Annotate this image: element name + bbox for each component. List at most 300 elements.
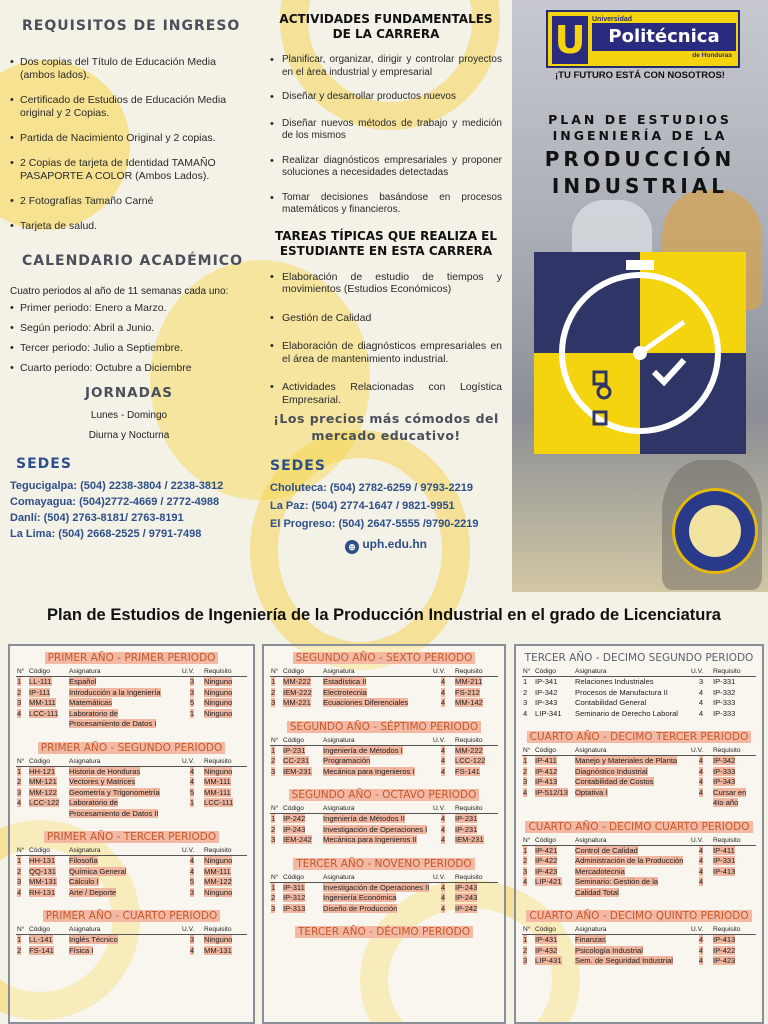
table-cell [522,935,534,946]
cell-text: 2 [523,945,528,955]
table-cell [522,677,534,688]
cell-text: Procesamiento de Datos II [69,808,159,818]
actividades-list [270,54,502,217]
list-item: • Primer periodo: Enero a Marzo. [10,302,248,315]
table-cell [270,882,282,893]
tareas-title [270,229,502,259]
cell-text: MM-211 [455,677,483,686]
subjects-table [16,757,247,820]
period-title [270,789,498,801]
column-header: U.V. [181,925,203,935]
list-item: • Tomar decisiones basándose en procesos matemáticos y financieros. [270,192,502,217]
cell-text: 4 [698,777,704,786]
cell-text: 4 [17,708,22,718]
table-cell [68,709,181,720]
table-cell [16,877,28,888]
cell-text: 4 [698,845,704,855]
cell-text: 4 [698,698,704,707]
table-row [270,767,498,778]
university-logo [546,10,740,68]
cell-text: 2 [17,777,22,786]
sedes-list-right [270,479,502,533]
table-row [522,946,756,957]
cell-text: HH-131 [29,856,56,865]
cell-text: MM-111 [204,787,231,797]
table-row [270,677,498,688]
list-item: • Realizar diagnósticos empresariales y proponer soluciones a necesidades detectadas [270,155,502,180]
table-cell [322,893,432,904]
cell-text: Investigación de Operaciones I [323,824,428,834]
column-header: Asignatura [574,836,690,846]
cell-text: Sem. de Seguridad Industrial [575,956,673,965]
table-cell [522,877,534,888]
table-cell [712,767,756,778]
period-title [270,652,498,664]
period-title [522,821,756,833]
subjects-table [270,736,498,778]
actividades-title-line: ACTIVIDADES FUNDAMENTALES [279,12,493,26]
cell-text: 2 [271,687,276,697]
table-cell [522,798,534,809]
column-header: Requisito [203,846,247,856]
list-item: • Cuarto periodo: Octubre a Diciembre [10,362,248,375]
table-cell [181,809,203,820]
table-cell [28,877,68,888]
period-block [522,910,756,967]
table-cell [522,867,534,878]
list-item: • Gestión de Calidad [270,312,502,325]
period-block [522,652,756,719]
column-header: U.V. [432,736,454,746]
table-row [522,698,756,709]
table-cell [16,935,28,946]
table-cell [203,946,247,957]
cell-text: 4 [17,887,22,897]
cell-text: 3 [523,777,528,786]
table-cell [454,688,498,699]
table-row [270,825,498,836]
table-row [522,935,756,946]
table-cell [203,867,247,878]
table-cell [68,867,181,878]
table-cell [203,888,247,899]
table-cell [522,756,534,767]
period-title [522,910,756,922]
list-item: • Actividades Relacionadas con Logística Empresarial. [270,381,502,406]
cell-text: 1 [523,677,528,686]
sedes-list-left [10,478,248,542]
table-cell [28,688,68,699]
cell-text: 4 [440,893,446,902]
table-cell [432,835,454,846]
cell-text: IP-342 [713,756,736,765]
cell-text: 4 [523,787,528,797]
table-cell [454,745,498,756]
table-cell [28,798,68,809]
table-cell [181,719,203,730]
cell-text: 4 [440,814,446,823]
table-cell [432,882,454,893]
column-header: Asignatura [322,804,432,814]
cell-text: IP-333 [713,766,736,776]
table-cell [690,935,712,946]
sedes-title-right: SEDES [270,458,326,474]
cover-title-large [512,146,768,200]
column-header: Código [534,746,574,756]
table-cell [270,825,282,836]
table-cell [68,798,181,809]
column-header: Código [282,804,322,814]
table-cell [16,777,28,788]
table-cell [322,814,432,825]
cell-text: 5 [189,877,195,886]
calendario-title: CALENDARIO ACADÉMICO [22,253,243,269]
cell-text: 4 [698,956,704,965]
cell-text: MM-222 [455,745,483,755]
table-row [16,856,247,867]
cell-text: Finanzas [575,935,606,944]
cell-text: MM-111 [29,698,56,707]
table-cell [454,698,498,709]
subjects-table [16,846,247,898]
cell-text: IP-331 [713,677,736,686]
table-cell [282,677,322,688]
cell-text: Ninguno [204,708,233,718]
table-cell [181,798,203,809]
period-block [270,721,498,778]
table-cell [454,756,498,767]
cover-title-small [512,112,768,144]
cell-text: LIP-341 [535,708,562,718]
list-item: • Tarjeta de salud. [10,220,248,233]
jornadas-title: JORNADAS [84,385,174,401]
column-left [0,0,258,592]
column-header: Código [282,667,322,677]
tareas-list [270,271,502,407]
cell-text: 2 [523,687,528,697]
cell-text: LCC-111 [204,798,234,807]
cell-text: Ninguno [204,677,233,686]
period-title [270,926,498,938]
cell-text: 1 [189,708,195,718]
column-middle [262,0,510,592]
column-header: Asignatura [574,667,690,677]
cell-text: 1 [271,814,276,823]
sede-phone: Tegucigalpa: (504) 2238-3804 / 2238-3812 [10,480,224,492]
table-row [522,877,756,888]
column-header: Código [534,925,574,935]
jornadas-shifts: Diurna y Nocturna [88,430,170,441]
table-cell [534,777,574,788]
table-cell [574,877,690,888]
table-cell [712,677,756,688]
cell-text: IEM-231 [455,835,484,844]
cell-text: IP-343 [713,777,736,786]
column-header: Requisito [712,746,756,756]
column-header: Asignatura [68,846,181,856]
table-row [270,698,498,709]
period-title [16,910,247,922]
table-row [270,814,498,825]
period-block [270,789,498,846]
cell-text: IP-512/13 [535,787,568,797]
table-cell [181,935,203,946]
table-cell [203,788,247,799]
cell-text: IP-341 [535,677,558,686]
period-title [522,652,756,664]
table-cell [322,745,432,756]
column-header: Requisito [454,873,498,883]
cell-text: LCC-122 [455,756,486,765]
table-cell [270,698,282,709]
table-cell [432,825,454,836]
column-header: Código [282,873,322,883]
cell-text: IEM-231 [283,766,312,776]
cell-text: Laboratorio de [69,708,118,718]
table-cell [270,814,282,825]
column-header: N° [270,667,282,677]
table-cell [68,946,181,957]
table-cell [534,877,574,888]
table-row [16,788,247,799]
table-cell [690,845,712,856]
column-header: Asignatura [322,667,432,677]
table-cell [574,867,690,878]
cell-text: IP-243 [455,893,478,902]
table-cell [534,688,574,699]
cell-text: Ingeniería de Métodos II [323,814,405,823]
cell-text: 3 [523,698,528,707]
period-title-text: TERCER AÑO - DÉCIMO PERIODO [295,926,473,938]
cell-text: 4 [440,698,446,707]
cell-text: Programación [323,756,371,765]
cell-text: 4 [189,766,195,776]
column-header: Requisito [454,736,498,746]
cell-text: LCC-122 [29,798,60,807]
table-cell [322,756,432,767]
table-cell [712,867,756,878]
cell-text: Investigación de Operaciones II [323,882,430,892]
table-header-row [522,836,756,846]
cell-text: 4 [440,835,446,844]
cell-text: 4 [698,856,704,865]
table-cell [282,882,322,893]
cover-title-line: PLAN DE ESTUDIOS [548,112,732,127]
table-cell [181,709,203,720]
cell-text: Ninguno [204,766,233,776]
table-row [16,798,247,809]
table-cell [68,766,181,777]
cell-text: 2 [523,766,528,776]
sede-phone: La Lima: (504) 2668-2525 / 9791-7498 [10,528,202,540]
plan-panel-1 [8,644,255,1024]
period-block [522,731,756,809]
cell-text: IP-333 [713,698,736,707]
table-cell [690,956,712,967]
cell-text: Procesos de Manufactura II [575,687,668,697]
cell-text: 3 [271,698,276,707]
cell-text: IP-421 [535,845,558,855]
column-header: U.V. [432,873,454,883]
cell-text: 3 [189,687,195,697]
cell-text: Mecánica para Ingenieros II [323,835,417,844]
cell-text: 5 [189,787,195,797]
table-cell [203,777,247,788]
table-cell [270,677,282,688]
table-cell [16,688,28,699]
table-cell [712,956,756,967]
cell-text: 4 [698,945,704,955]
table-cell [282,688,322,699]
cell-text: MM-222 [283,677,311,686]
cell-text: 4 [523,877,528,886]
column-header: Asignatura [574,746,690,756]
university-seal-icon [672,488,758,574]
cell-text: IP-333 [713,708,736,718]
cell-text: Control de Calidad [575,845,638,855]
cell-text: 4 [698,866,704,876]
column-header: N° [270,804,282,814]
table-cell [181,856,203,867]
period-title-text: SEGUNDO AÑO - SEXTO PERIODO [293,652,476,664]
slogan [270,410,502,444]
period-title-text: CUARTO AÑO - DECIMO TERCER PERIODO [527,731,752,743]
period-title-text: PRIMER AÑO - CUARTO PERIODO [43,910,221,922]
table-cell [181,766,203,777]
table-cell [534,798,574,809]
cell-text: Contabilidad General [575,698,647,707]
cell-text: Electrotecnia [323,687,367,697]
table-cell [28,766,68,777]
table-row [16,867,247,878]
table-row [522,767,756,778]
column-header: N° [16,925,28,935]
table-cell [712,788,756,799]
cell-text: IP-312 [283,893,306,902]
table-cell [522,956,534,967]
table-cell [16,788,28,799]
table-header-row [270,804,498,814]
table-cell [574,709,690,720]
table-row [270,904,498,915]
table-cell [16,867,28,878]
cell-text: LL-111 [29,677,52,686]
table-cell [534,845,574,856]
cell-text: MM-111 [204,866,231,876]
cell-text: IP-423 [535,866,558,876]
column-header: N° [16,757,28,767]
cell-text: 4 [698,877,704,886]
list-item: • Elaboración de estudio de tiempos y movimientos (Estudios Económicos) [270,271,502,296]
actividades-title-line: DE LA CARRERA [332,27,440,41]
table-cell [28,719,68,730]
table-cell [690,856,712,867]
table-cell [181,688,203,699]
website-link[interactable] [270,537,502,554]
table-cell [690,767,712,778]
cell-text: IP-431 [535,935,558,944]
table-cell [522,946,534,957]
table-cell [68,698,181,709]
cell-text: 4 [698,708,704,718]
cell-text: MM-131 [204,945,232,955]
cell-text: Contabilidad de Costos [575,777,654,786]
list-item: • 2 Fotografías Tamaño Carné [10,195,248,208]
table-cell [270,904,282,915]
table-cell [203,719,247,730]
table-cell [68,719,181,730]
plan-panel-2 [262,644,506,1024]
column-header: Código [534,667,574,677]
table-cell [574,956,690,967]
list-item: • 2 Copias de tarjeta de Identidad TAMAÑO PASAPORTE A COLOR (Ambos Lados). [10,157,248,183]
table-row [16,719,247,730]
cell-text: 1 [189,798,195,807]
table-row [16,677,247,688]
cell-text: 2 [271,893,276,902]
table-cell [712,688,756,699]
list-item: • Diseñar nuevos métodos de trabajo y medición de los mismos [270,118,502,143]
table-cell [432,745,454,756]
list-item: • Certificado de Estudios de Educación Media original y 2 Copias. [10,94,248,120]
table-cell [16,709,28,720]
table-row [522,845,756,856]
cell-text: Diseño de Producción [323,903,398,913]
cell-text: 3 [17,877,22,886]
column-header: U.V. [690,836,712,846]
cell-text: LL-141 [29,935,53,944]
cell-text: MM-122 [204,877,232,886]
cell-text: 4 [440,766,446,776]
cell-text: IP-413 [535,777,558,786]
cell-text: Ecuaciones Diferenciales [323,698,409,707]
table-cell [534,698,574,709]
cell-text: LCC-111 [29,708,59,718]
cell-text: Administración de la Producción [575,856,684,865]
list-item: • Dos copias del Título de Educación Media (ambos lados). [10,56,248,82]
sedes-title-left: SEDES [16,456,72,472]
table-cell [712,709,756,720]
cell-text: IP-243 [455,882,478,892]
cell-text: Ninguno [204,887,233,897]
table-cell [712,946,756,957]
table-cell [574,677,690,688]
tareas-title-line: TAREAS TÍPICAS QUE REALIZA EL [274,228,498,243]
cell-text: 2 [271,824,276,834]
table-cell [282,893,322,904]
column-header: Requisito [203,757,247,767]
actividades-title [270,12,502,42]
period-title [16,831,247,843]
table-cell [181,867,203,878]
table-cell [282,825,322,836]
table-cell [270,756,282,767]
table-cell [432,814,454,825]
tagline: ¡TU FUTURO ESTÁ CON NOSOTROS! [555,70,725,81]
column-header: Asignatura [68,757,181,767]
cell-text: IP-313 [283,903,306,913]
cell-text: 3 [523,956,528,965]
cell-text: Ingeniería de Métodos I [323,745,403,755]
cover-title-line: INGENIERÍA DE LA [552,128,728,143]
table-cell [28,809,68,820]
cell-text: Ninguno [204,856,233,865]
website-text: uph.edu.hn [362,537,427,551]
slogan-line: mercado educativo! [311,428,461,443]
stopwatch-gear-emblem-icon [534,252,746,454]
cell-text: MM-142 [455,698,483,707]
column-header: N° [522,746,534,756]
